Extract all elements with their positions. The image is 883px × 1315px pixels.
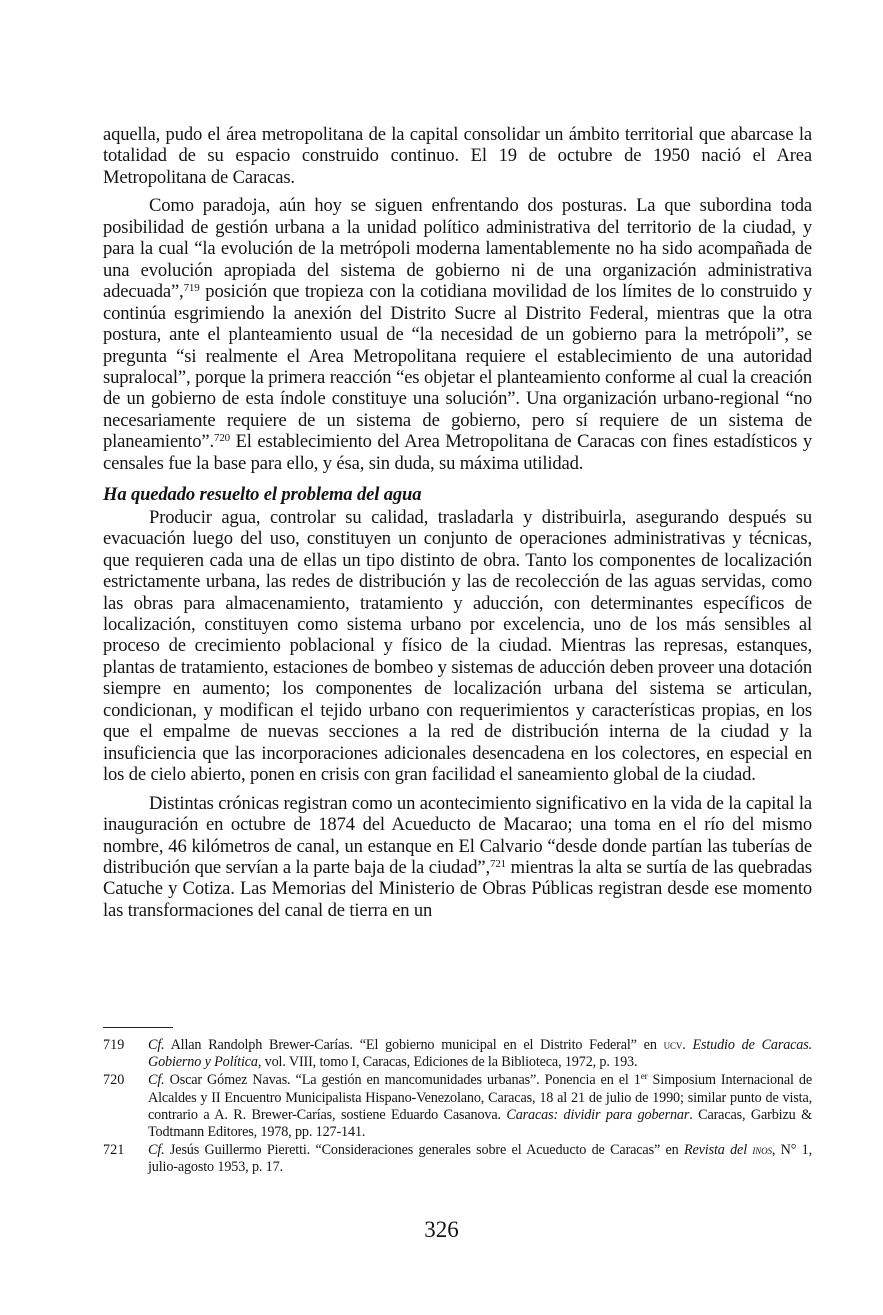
footnote-reference-719[interactable]: 719 [183,282,200,295]
footnote-text [148,1072,812,1141]
footnote-719 [103,1037,812,1071]
main-text [103,124,812,921]
footnote-720 [103,1072,812,1141]
footnote-segment: , N° 1, julio-agosto 1953, p. 17. [148,1142,812,1176]
footnote-text [148,1142,812,1176]
paragraph-text: mientras la alta se surtía de las quebradas Catuche y Cotiza. Las Memorias del Ministerio de Obras Públicas registran desde ese momento las transformaciones del canal de tierra en un [103,856,812,921]
section-heading: Ha quedado resuelto el problema del agua [103,484,422,506]
footnote-721 [103,1142,812,1176]
footnote-number: 719 [103,1037,125,1053]
paragraph-text: posición que tropieza con la cotidiana movilidad de los límites de lo construido y continúa esgrimiendo la anexión del Distrito Sucre al Distrito Federal, mientras que la otra postura, ante el planteamiento usual de “la necesidad de un gobierno para la metrópoli”, se pregunta “si realmente el Area Metropolitana requiere el establecimiento de una autoridad supralocal”, porque la primera reacción “es objetar el planteamiento conforme al cual la creación de un gobierno de esta índole constituye una solución”. Una organización urbano-regional “no necesariamente requiere de un sistema de gobierno, pero sí requiere de un sistema de planeamiento”. [103,281,812,453]
footnote-segment: , vol. VIII, tomo I, Caracas, Ediciones de la Biblioteca, 1972, p. 193. [257,1054,638,1071]
paragraph-producir-agua: Producir agua, controlar su calidad, trasladarla y distribuirla, asegurando después su evacuación luego del uso, constituyen un conjunto de operaciones administrativas y técnicas, que requieren cada una de ellas un tipo distinto de obra. Tanto los componentes de localización estrictamente urbana, las redes de distribución y las de recolección de las aguas servidas, como las obras para almacenamiento, tratamiento y aducción, con determinantes específicos de localización, constituyen como sistema urbano por excelencia, uno de los más sensibles al proceso de crecimiento poblacional y físico de la ciudad. Mientras las represas, estanques, plantas de tratamiento, estaciones de bombeo y sistemas de aducción deben proveer una dotación siempre en aumento; los componentes de localización urbana del sistema se articulan, condicionan, y modifican el tejido urbano con requerimientos y características propias, en los que el empalme de nuevas secciones a la red de distribución interna de la ciudad y la insuficiencia que las incorporaciones adicionales desencadena en los colectores, en especial en los de cielo abierto, ponen en crisis con gran facilidad el saneamiento global de la ciudad. [103,506,812,786]
footnote-number: 720 [103,1072,125,1089]
footnotes [103,1037,812,1178]
paragraph-text: Como paradoja, aún hoy se siguen enfrentando dos posturas. La que subordina toda posibilidad de gestión urbana a la unidad político administrativa del territorio de la ciudad, y para la cual “la evolución de la metrópoli moderna lamentablemente no ha sido acompañada de una evolución apropiada del sistema de gobierno ni de una organización administrativa adecuada”, [103,195,812,303]
cf-abbrev: Cf. [148,1142,165,1159]
institution-abbrev: ucv [663,1038,683,1052]
footnote-segment: Oscar Gómez Navas. “La gestión en mancomunidades urbanas”. Ponencia en el 1 [164,1072,641,1089]
footnote-reference-721[interactable]: 721 [489,857,507,870]
paragraph-text: El establecimiento del Area Metropolitana de Caracas con fines estadísticos y censales fue la base para ello, y ésa, sin duda, su máxima utilidad. [103,431,812,474]
publication-title: Revista del [684,1142,747,1159]
paragraph-continuation: aquella, pudo el área metropolitana de la capital consolidar un ámbito territorial que abarcase la totalidad de su espacio construido continuo. El 19 de octubre de 1950 nació el Area Metropolitana de Caracas. [103,124,812,188]
footnote-segment: Jesús Guillermo Pieretti. “Consideraciones generales sobre el Acueducto de Caracas” en [164,1142,684,1159]
publication-title: Caracas: dividir para gobernar [506,1106,690,1123]
footnote-segment: . [682,1037,693,1053]
footnote-number: 721 [103,1142,125,1159]
page-number: 326 [424,1217,459,1242]
footnote-segment: Simposium Internacional de Alcaldes y II Encuentro Municipalista Hispano-Venezolano, Caracas, 18 al 21 de julio de 1990; similar punto de vista, contrario a A. R. Brewer-Carías, sostiene Eduardo Casanova. [148,1072,812,1123]
institution-abbrev: inos [752,1143,772,1158]
footnote-segment: Allan Randolph Brewer-Carías. “El gobierno municipal en el Distrito Federal” en [164,1037,664,1053]
footnote-text [148,1037,812,1071]
paragraph-text: Distintas crónicas registran como un acontecimiento significativo en la vida de la capital la inauguración en octubre de 1874 del Acueducto de Macarao; una toma en el río del mismo nombre, 46 kilómetros de canal, un estanque en El Calvario “desde donde partían las tuberías de distribución que servían a la parte baja de la ciudad”, [103,792,812,878]
paragraph-cronicas [103,793,812,922]
footnote-reference-720[interactable]: 720 [213,432,231,445]
publication-title: Estudio de Caracas. Gobierno y Política [148,1037,813,1071]
footnote-segment: . Caracas, Garbizu & Todtmann Editores, 1978, pp. 127-141. [148,1106,812,1141]
cf-abbrev: Cf. [148,1072,165,1089]
ordinal-superscript: er [640,1071,648,1082]
paragraph-paradoja [103,195,812,474]
page-body [103,124,812,921]
footnote-separator [103,1027,173,1028]
cf-abbrev: Cf. [148,1037,165,1053]
